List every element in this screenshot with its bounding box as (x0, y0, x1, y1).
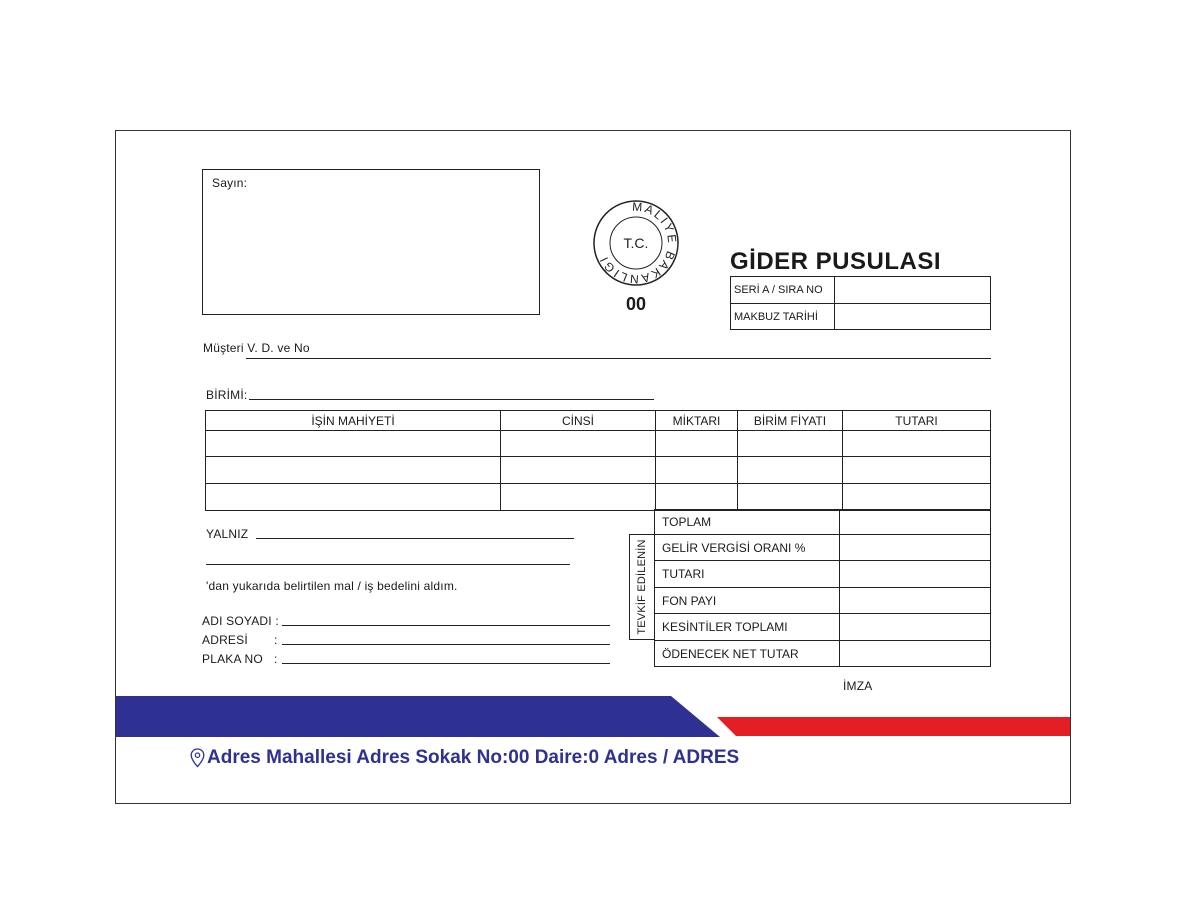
plate-colon: : (274, 652, 278, 666)
table-cell[interactable] (501, 457, 656, 484)
received-statement: 'dan yukarıda belirtilen mal / iş bedelini aldım. (206, 579, 458, 593)
footer-stripes (116, 695, 1071, 739)
income-tax-rate-field[interactable] (840, 535, 991, 561)
net-payable-field[interactable] (840, 641, 991, 667)
totals-row (655, 510, 991, 535)
blue-stripe (116, 696, 720, 737)
totals-row (655, 614, 991, 641)
table-cell[interactable] (656, 431, 738, 457)
table-cell[interactable] (843, 484, 991, 511)
amount-in-words-line[interactable] (256, 538, 574, 539)
table-cell[interactable] (206, 431, 501, 457)
unit-line[interactable] (249, 399, 654, 400)
deductions-total-label: KESİNTİLER TOPLAMI (655, 614, 840, 641)
serial-number-label: SERİ A / SIRA NO (731, 277, 835, 304)
tax-office-label: Müşteri V. D. ve No (203, 341, 310, 355)
receipt-date-field[interactable] (835, 304, 991, 330)
total-label: TOPLAM (655, 510, 840, 535)
table-cell[interactable] (738, 457, 843, 484)
totals-row (655, 561, 991, 588)
total-field[interactable] (840, 510, 991, 535)
customer-label: Sayın: (212, 176, 248, 190)
items-table (205, 410, 991, 511)
name-label: ADI SOYADI : (202, 614, 279, 628)
deductions-total-field[interactable] (840, 614, 991, 641)
document-number: 00 (625, 294, 647, 314)
table-cell[interactable] (843, 457, 991, 484)
tax-office-line[interactable] (246, 358, 991, 359)
address-colon: : (274, 633, 278, 647)
table-row (206, 431, 991, 457)
tax-amount-label: TUTARI (655, 561, 840, 588)
totals-row (655, 641, 991, 667)
column-header-nature: İŞİN MAHİYETİ (206, 411, 501, 431)
column-header-quantity: MİKTARI (656, 411, 738, 431)
table-cell[interactable] (738, 431, 843, 457)
table-row (206, 457, 991, 484)
fund-share-label: FON PAYI (655, 588, 840, 614)
amount-in-words-line-2[interactable] (206, 564, 570, 565)
totals-table (654, 509, 991, 667)
table-cell[interactable] (501, 484, 656, 511)
location-pin-icon (190, 748, 205, 768)
table-cell[interactable] (206, 484, 501, 511)
column-header-type: CİNSİ (501, 411, 656, 431)
seal-ring-text: MALİYE BAKANLIĞI (596, 199, 680, 287)
seal-center-text: T.C. (623, 235, 649, 251)
ministry-seal (592, 199, 680, 287)
document-title: GİDER PUSULASI (730, 248, 942, 275)
table-cell[interactable] (656, 484, 738, 511)
address-label: ADRESİ (202, 633, 248, 647)
table-cell[interactable] (843, 431, 991, 457)
table-cell[interactable] (206, 457, 501, 484)
footer-address: Adres Mahallesi Adres Sokak No:00 Daire:0 Adres / ADRES (207, 747, 740, 768)
address-line[interactable] (282, 644, 610, 645)
totals-row (655, 535, 991, 561)
totals-row (655, 588, 991, 614)
signature-label: İMZA (843, 679, 873, 693)
gider-pusulasi-form (115, 130, 1071, 804)
withholding-label: TEVKİF EDİLENİN (636, 539, 648, 635)
table-cell[interactable] (501, 431, 656, 457)
income-tax-rate-label: GELİR VERGİSİ ORANI % (655, 535, 840, 561)
customer-box[interactable] (202, 169, 540, 315)
net-payable-label: ÖDENECEK NET TUTAR (655, 641, 840, 667)
unit-label: BİRİMİ: (206, 388, 248, 402)
table-cell[interactable] (656, 457, 738, 484)
column-header-unit-price: BİRİM FİYATI (738, 411, 843, 431)
table-cell[interactable] (738, 484, 843, 511)
serial-number-field[interactable] (835, 277, 991, 304)
plate-label: PLAKA NO (202, 652, 263, 666)
table-row (206, 484, 991, 511)
footer-address-row (190, 747, 739, 769)
receipt-date-label: MAKBUZ TARİHİ (731, 304, 835, 330)
header-info-table (730, 276, 991, 330)
amount-in-words-label: YALNIZ (206, 527, 249, 541)
plate-line[interactable] (282, 663, 610, 664)
name-line[interactable] (282, 625, 610, 626)
column-header-amount: TUTARI (843, 411, 991, 431)
fund-share-field[interactable] (840, 588, 991, 614)
red-stripe (717, 717, 1071, 736)
tax-amount-field[interactable] (840, 561, 991, 588)
withholding-label-box (629, 534, 655, 640)
